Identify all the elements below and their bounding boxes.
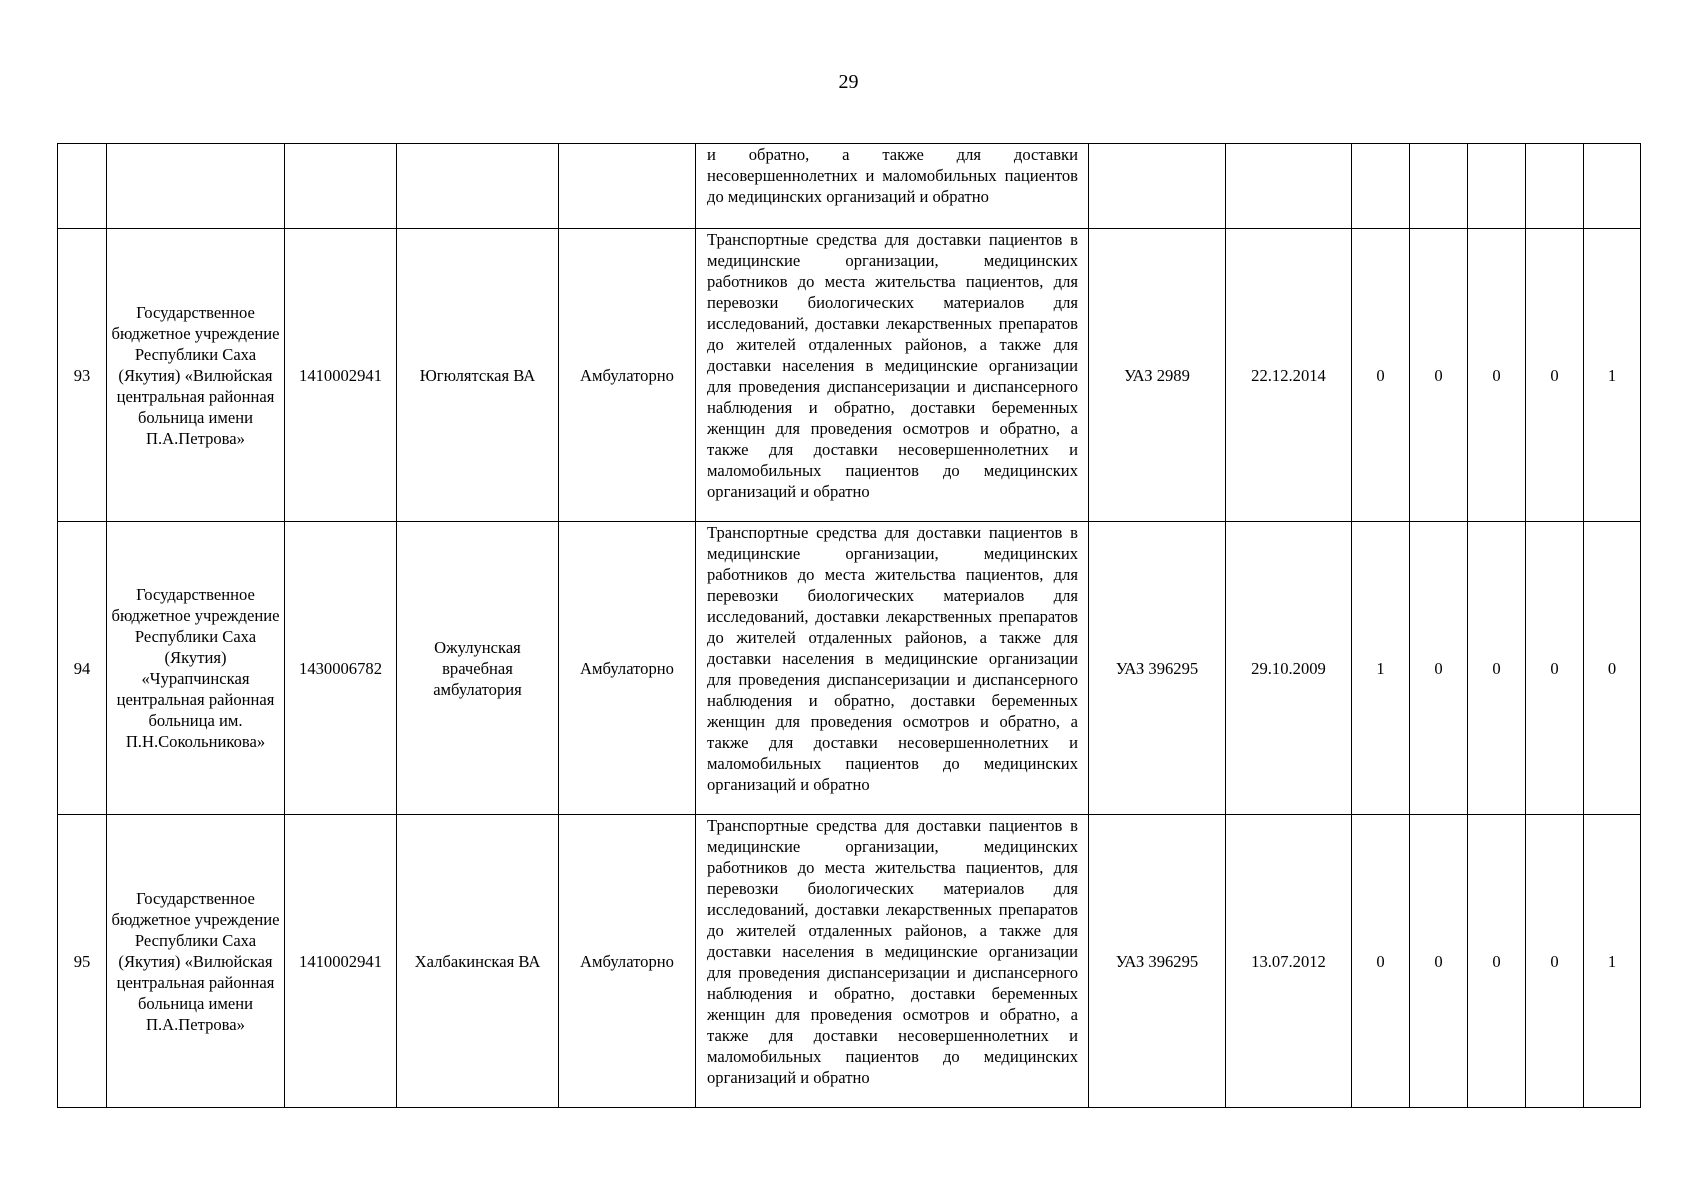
cell-count-5: 1: [1584, 229, 1641, 522]
cell-unit: Ожулунская врачебная амбулатория: [397, 522, 559, 815]
cell-inn: 1430006782: [285, 522, 397, 815]
cell-count-1: 0: [1352, 815, 1410, 1108]
vehicle-registry-table: [57, 143, 1641, 1108]
cell-date: 29.10.2009: [1226, 522, 1352, 815]
table-row: [58, 522, 1641, 815]
cell-vehicle: УАЗ 396295: [1089, 522, 1226, 815]
cell-count-1: 0: [1352, 229, 1410, 522]
cell-count-4: 0: [1526, 815, 1584, 1108]
cell-date: 13.07.2012: [1226, 815, 1352, 1108]
cell-count-3: [1468, 144, 1526, 229]
cell-vehicle: УАЗ 396295: [1089, 815, 1226, 1108]
cell-count-4: 0: [1526, 229, 1584, 522]
cell-count-4: 0: [1526, 522, 1584, 815]
cell-count-1: 1: [1352, 522, 1410, 815]
cell-count-5: 1: [1584, 815, 1641, 1108]
cell-organization: [107, 144, 285, 229]
cell-number: 94: [58, 522, 107, 815]
cell-number: 95: [58, 815, 107, 1108]
cell-inn: 1410002941: [285, 815, 397, 1108]
table-row-continuation: [58, 144, 1641, 229]
cell-date: 22.12.2014: [1226, 229, 1352, 522]
cell-count-3: 0: [1468, 522, 1526, 815]
cell-description: и обратно, а также для доставки несовершеннолетних и маломобильных пациентов до медицинских организаций и обратно: [696, 144, 1089, 229]
cell-count-5: 0: [1584, 522, 1641, 815]
page-number: 29: [838, 71, 859, 93]
cell-inn: [285, 144, 397, 229]
table-row: [58, 229, 1641, 522]
cell-count-3: 0: [1468, 815, 1526, 1108]
cell-description: Транспортные средства для доставки пациентов в медицинские организации, медицинских работников до места жительства пациентов, для перевозки биологических материалов для исследований, доставки лекарственных препаратов до жителей отдаленных районов, а также для доставки населения в медицинские организации для проведения диспансеризации и диспансерного наблюдения и обратно, доставки беременных женщин для проведения осмотров и обратно, а также для доставки несовершеннолетних и маломобильных пациентов до медицинских организаций и обратно: [696, 229, 1089, 522]
cell-unit: Югюлятская ВА: [397, 229, 559, 522]
cell-description: Транспортные средства для доставки пациентов в медицинские организации, медицинских работников до места жительства пациентов, для перевозки биологических материалов для исследований, доставки лекарственных препаратов до жителей отдаленных районов, а также для доставки населения в медицинские организации для проведения диспансеризации и диспансерного наблюдения и обратно, доставки беременных женщин для проведения осмотров и обратно, а также для доставки несовершеннолетних и маломобильных пациентов до медицинских организаций и обратно: [696, 522, 1089, 815]
cell-organization: Государственное бюджетное учреждение Республики Саха (Якутия) «Вилюйская центральная районная больница имени П.А.Петрова»: [107, 229, 285, 522]
cell-care-type: Амбулаторно: [559, 229, 696, 522]
cell-count-4: [1526, 144, 1584, 229]
cell-unit: Халбакинская ВА: [397, 815, 559, 1108]
cell-count-3: 0: [1468, 229, 1526, 522]
cell-vehicle: [1089, 144, 1226, 229]
cell-count-1: [1352, 144, 1410, 229]
table-row: [58, 815, 1641, 1108]
cell-care-type: Амбулаторно: [559, 522, 696, 815]
cell-count-5: [1584, 144, 1641, 229]
cell-organization: Государственное бюджетное учреждение Республики Саха (Якутия) «Вилюйская центральная районная больница имени П.А.Петрова»: [107, 815, 285, 1108]
cell-unit: [397, 144, 559, 229]
cell-count-2: 0: [1410, 229, 1468, 522]
cell-care-type: [559, 144, 696, 229]
cell-count-2: [1410, 144, 1468, 229]
cell-inn: 1410002941: [285, 229, 397, 522]
cell-organization: Государственное бюджетное учреждение Республики Саха (Якутия) «Чурапчинская центральная районная больница им. П.Н.Сокольникова»: [107, 522, 285, 815]
cell-description: Транспортные средства для доставки пациентов в медицинские организации, медицинских работников до места жительства пациентов, для перевозки биологических материалов для исследований, доставки лекарственных препаратов до жителей отдаленных районов, а также для доставки населения в медицинские организации для проведения диспансеризации и диспансерного наблюдения и обратно, доставки беременных женщин для проведения осмотров и обратно, а также для доставки несовершеннолетних и маломобильных пациентов до медицинских организаций и обратно: [696, 815, 1089, 1108]
cell-number: 93: [58, 229, 107, 522]
cell-number: [58, 144, 107, 229]
cell-vehicle: УАЗ 2989: [1089, 229, 1226, 522]
cell-date: [1226, 144, 1352, 229]
cell-count-2: 0: [1410, 815, 1468, 1108]
cell-care-type: Амбулаторно: [559, 815, 696, 1108]
cell-count-2: 0: [1410, 522, 1468, 815]
